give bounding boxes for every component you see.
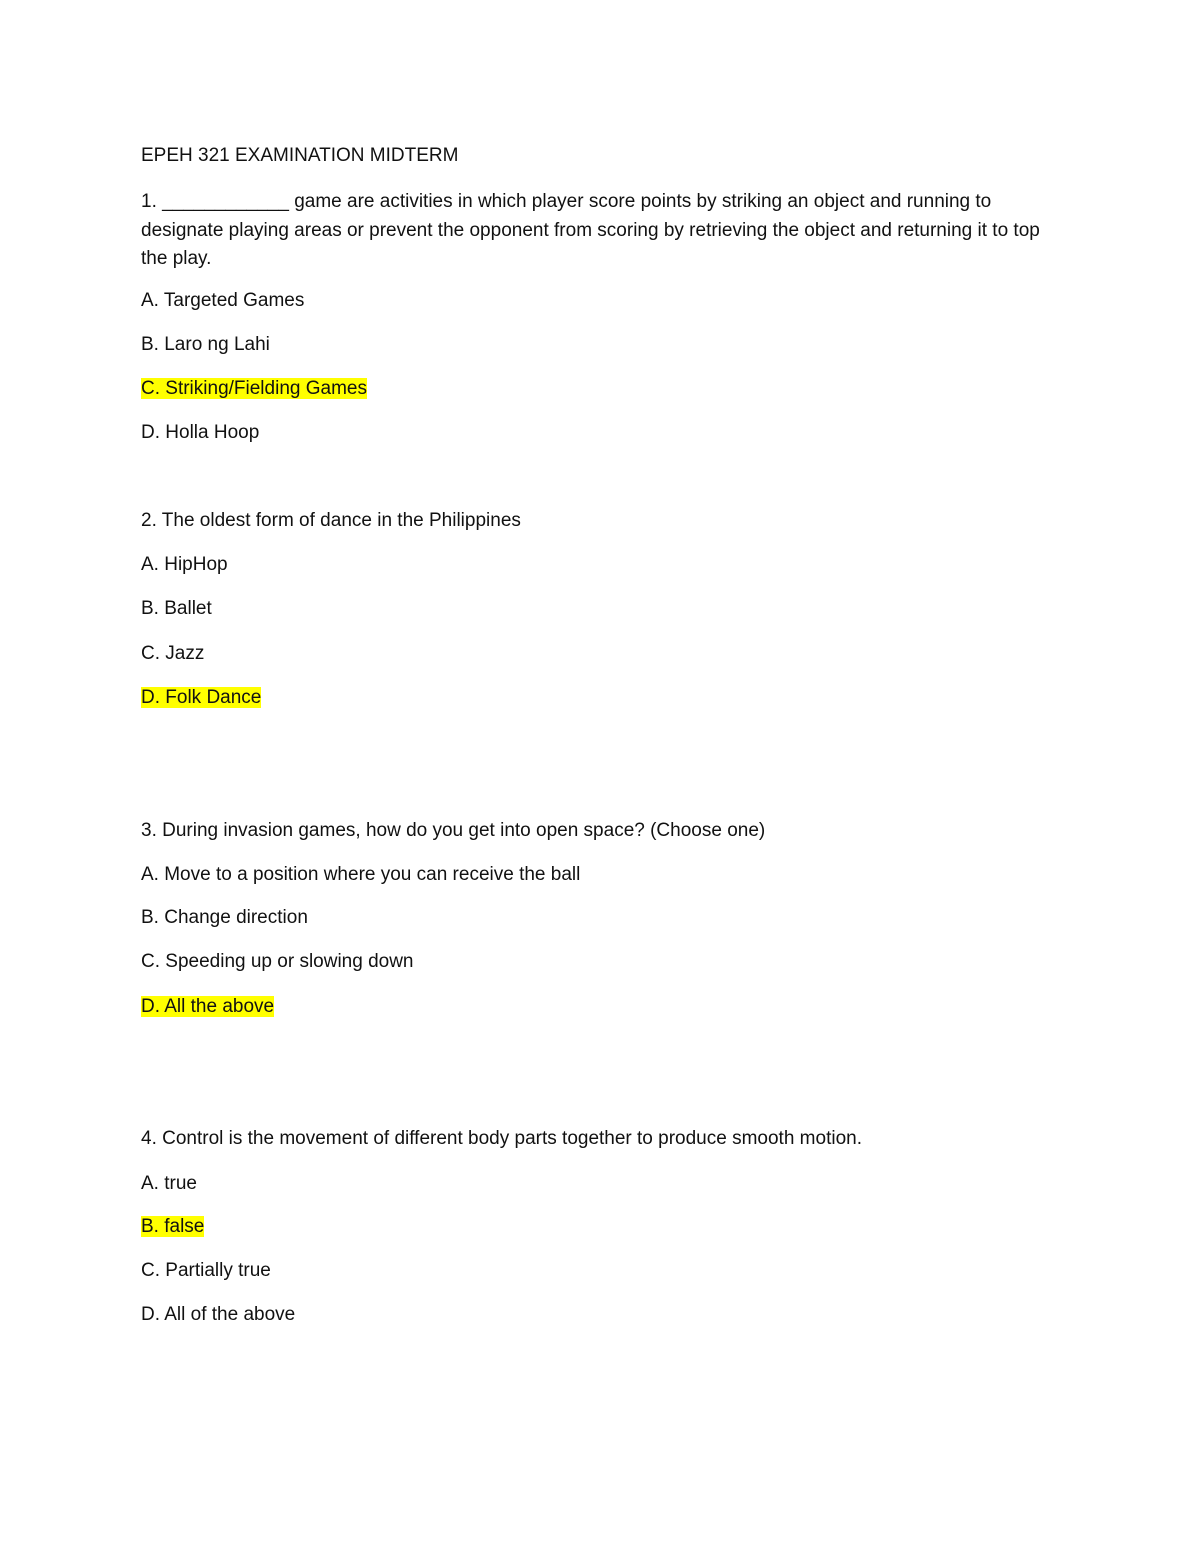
question-4-option-a: A. true (141, 1173, 197, 1194)
document-title: EPEH 321 EXAMINATION MIDTERM (141, 145, 459, 166)
answer-highlight: C. Striking/Fielding Games (141, 378, 367, 399)
question-3-option-b: B. Change direction (141, 907, 308, 928)
question-2-option-a: A. HipHop (141, 554, 228, 575)
question-3-option-d (141, 995, 274, 1019)
question-4-option-d: D. All of the above (141, 1304, 296, 1325)
question-4-option-c: C. Partially true (141, 1260, 271, 1281)
question-1-option-a: A. Targeted Games (141, 290, 305, 311)
question-2-option-c: C. Jazz (141, 643, 205, 664)
question-4-option-b (141, 1215, 204, 1239)
answer-highlight: B. false (141, 1216, 205, 1237)
question-2-option-d (141, 686, 261, 710)
question-1-option-b: B. Laro ng Lahi (141, 334, 270, 355)
question-1-text: 1. ____________ game are activities in which player score points by striking an object and running to designate playing areas or prevent the opponent from scoring by retrieving the object and returning it to top the play. (141, 191, 1040, 269)
question-3-text: 3. During invasion games, how do you get into open space? (Choose one) (141, 820, 766, 841)
question-1-option-c (141, 377, 367, 401)
answer-highlight: D. Folk Dance (141, 687, 262, 708)
answer-highlight: D. All the above (141, 996, 275, 1017)
question-1-option-d: D. Holla Hoop (141, 422, 260, 443)
question-3-option-a: A. Move to a position where you can receive the ball (141, 864, 581, 885)
question-4-text: 4. Control is the movement of different body parts together to produce smooth motion. (141, 1128, 862, 1149)
question-3-option-c: C. Speeding up or slowing down (141, 951, 414, 972)
question-2-text: 2. The oldest form of dance in the Philippines (141, 510, 521, 531)
question-2-option-b: B. Ballet (141, 598, 212, 619)
